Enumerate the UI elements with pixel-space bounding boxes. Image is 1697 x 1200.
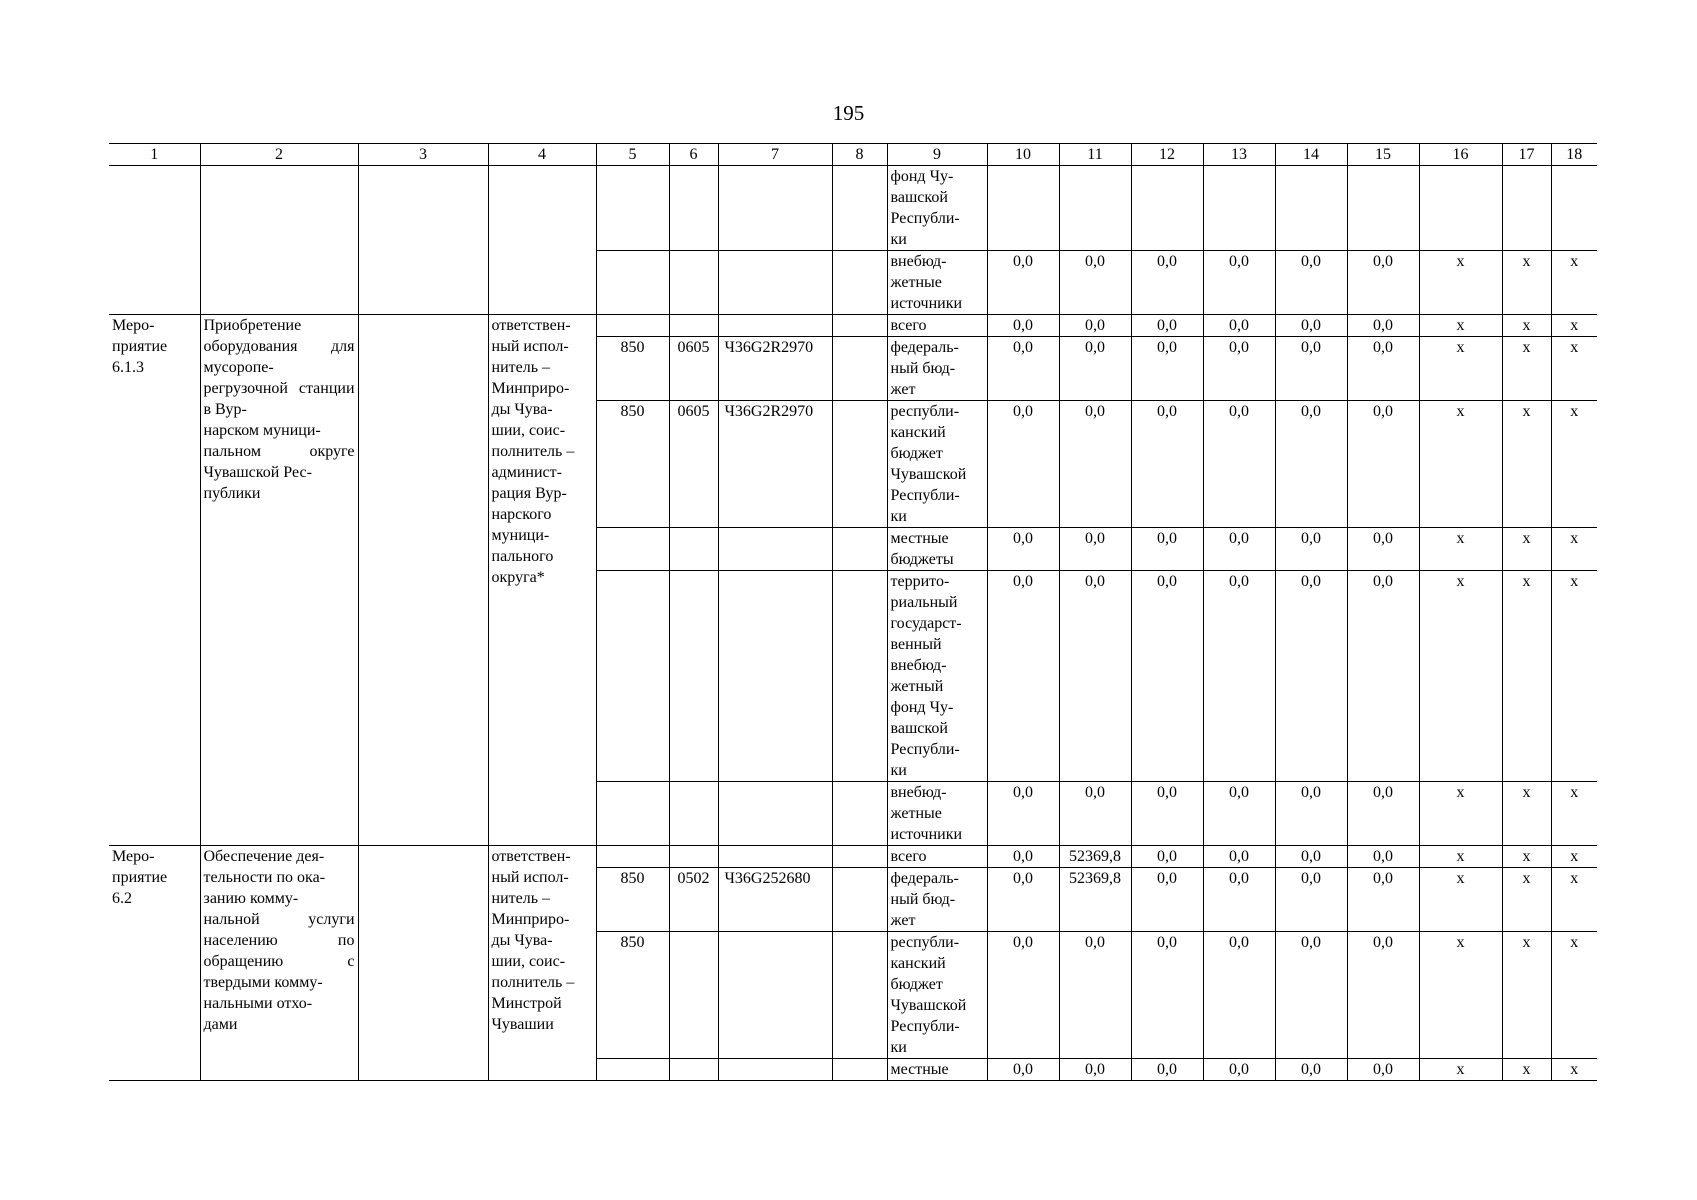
code-cell-col-5 bbox=[596, 1059, 669, 1081]
code-cell-col-6 bbox=[669, 251, 718, 315]
column-header-6: 6 bbox=[669, 144, 718, 166]
value-cell-col-15 bbox=[1347, 166, 1419, 251]
value-cell-col-10: 0,0 bbox=[987, 315, 1059, 337]
value-cell-col-15: 0,0 bbox=[1347, 571, 1419, 782]
value-cell-col-17: x bbox=[1502, 932, 1551, 1059]
code-cell-col-5: 850 bbox=[596, 337, 669, 401]
code-cell-col-7: Ч36G252680 bbox=[718, 868, 832, 932]
column-header-15: 15 bbox=[1347, 144, 1419, 166]
value-cell-col-13: 0,0 bbox=[1203, 337, 1275, 401]
measure-name: Приобретение оборудования для мусоропе- регрузочной станции в Вур- нарском муници- пальном округе Чувашской Рес- публики bbox=[200, 315, 358, 846]
code-cell-col-7: Ч36G2R2970 bbox=[718, 401, 832, 528]
code-cell-col-5 bbox=[596, 571, 669, 782]
measure-name: Обеспечение дея- тельности по ока- занию комму- нальной услуги населению по обращению с твердыми комму- нальными отхо- дами bbox=[200, 846, 358, 1081]
code-cell-col-8 bbox=[832, 315, 887, 337]
code-cell-col-8 bbox=[832, 166, 887, 251]
value-cell-col-12: 0,0 bbox=[1131, 251, 1203, 315]
value-cell-col-11: 0,0 bbox=[1059, 251, 1131, 315]
measure-label: Меро- приятие 6.2 bbox=[109, 846, 200, 1081]
value-cell-col-16: x bbox=[1419, 932, 1502, 1059]
code-cell-col-5: 850 bbox=[596, 868, 669, 932]
column-header-11: 11 bbox=[1059, 144, 1131, 166]
value-cell-col-14: 0,0 bbox=[1275, 782, 1347, 846]
value-cell-col-15: 0,0 bbox=[1347, 251, 1419, 315]
value-cell-col-13: 0,0 bbox=[1203, 401, 1275, 528]
value-cell-col-12: 0,0 bbox=[1131, 1059, 1203, 1081]
code-cell-col-6 bbox=[669, 932, 718, 1059]
header-row bbox=[109, 144, 1597, 166]
column-header-7: 7 bbox=[718, 144, 832, 166]
value-cell-col-11: 0,0 bbox=[1059, 528, 1131, 571]
value-cell-col-11: 0,0 bbox=[1059, 337, 1131, 401]
value-cell-col-18: x bbox=[1551, 846, 1597, 868]
value-cell-col-17: x bbox=[1502, 401, 1551, 528]
value-cell-col-13: 0,0 bbox=[1203, 315, 1275, 337]
code-cell-col-8 bbox=[832, 251, 887, 315]
value-cell-col-18: x bbox=[1551, 251, 1597, 315]
value-cell-col-18: x bbox=[1551, 1059, 1597, 1081]
value-cell-col-13: 0,0 bbox=[1203, 868, 1275, 932]
table-body bbox=[109, 144, 1597, 1081]
value-cell-col-13: 0,0 bbox=[1203, 571, 1275, 782]
value-cell-col-12: 0,0 bbox=[1131, 571, 1203, 782]
code-cell-col-8 bbox=[832, 401, 887, 528]
value-cell-col-15: 0,0 bbox=[1347, 782, 1419, 846]
funding-source: федераль- ный бюд- жет bbox=[887, 337, 987, 401]
funding-source: всего bbox=[887, 846, 987, 868]
budget-table bbox=[109, 143, 1597, 1081]
code-cell-col-5: 850 bbox=[596, 932, 669, 1059]
code-cell-col-8 bbox=[832, 571, 887, 782]
code-cell-col-8 bbox=[832, 932, 887, 1059]
value-cell-col-17: x bbox=[1502, 528, 1551, 571]
code-cell-col-6 bbox=[669, 166, 718, 251]
column-header-9: 9 bbox=[887, 144, 987, 166]
code-cell-col-5 bbox=[596, 528, 669, 571]
code-cell-col-6 bbox=[669, 315, 718, 337]
value-cell-col-14: 0,0 bbox=[1275, 1059, 1347, 1081]
code-cell-col-7 bbox=[718, 1059, 832, 1081]
funding-source: республи- канский бюджет Чувашской Республи- ки bbox=[887, 401, 987, 528]
code-cell-col-5 bbox=[596, 846, 669, 868]
code-cell-col-7 bbox=[718, 846, 832, 868]
code-cell-col-8 bbox=[832, 868, 887, 932]
code-cell-col-5 bbox=[596, 782, 669, 846]
value-cell-col-11 bbox=[1059, 166, 1131, 251]
value-cell-col-13: 0,0 bbox=[1203, 1059, 1275, 1081]
value-cell-col-11: 0,0 bbox=[1059, 401, 1131, 528]
value-cell-col-12: 0,0 bbox=[1131, 401, 1203, 528]
column-header-8: 8 bbox=[832, 144, 887, 166]
value-cell-col-15: 0,0 bbox=[1347, 315, 1419, 337]
column-header-4: 4 bbox=[488, 144, 596, 166]
value-cell-col-17: x bbox=[1502, 251, 1551, 315]
value-cell-col-16: x bbox=[1419, 1059, 1502, 1081]
value-cell-col-16: x bbox=[1419, 782, 1502, 846]
code-cell-col-8 bbox=[832, 528, 887, 571]
code-cell-col-6 bbox=[669, 1059, 718, 1081]
value-cell-col-12: 0,0 bbox=[1131, 315, 1203, 337]
value-cell-col-16: x bbox=[1419, 251, 1502, 315]
code-cell-col-7 bbox=[718, 315, 832, 337]
value-cell-col-12 bbox=[1131, 166, 1203, 251]
code-cell-col-6 bbox=[669, 782, 718, 846]
value-cell-col-18 bbox=[1551, 166, 1597, 251]
value-cell-col-17: x bbox=[1502, 846, 1551, 868]
code-cell-col-6 bbox=[669, 846, 718, 868]
code-cell-col-8 bbox=[832, 782, 887, 846]
value-cell-col-15: 0,0 bbox=[1347, 337, 1419, 401]
value-cell-col-18: x bbox=[1551, 571, 1597, 782]
code-cell-col-6: 0605 bbox=[669, 337, 718, 401]
value-cell-col-16: x bbox=[1419, 315, 1502, 337]
value-cell-col-17 bbox=[1502, 166, 1551, 251]
table-row bbox=[109, 846, 1597, 868]
value-cell-col-10: 0,0 bbox=[987, 251, 1059, 315]
value-cell-col-10: 0,0 bbox=[987, 846, 1059, 868]
cont-col-4 bbox=[488, 166, 596, 315]
code-cell-col-7 bbox=[718, 251, 832, 315]
value-cell-col-18: x bbox=[1551, 528, 1597, 571]
value-cell-col-16: x bbox=[1419, 528, 1502, 571]
value-cell-col-10: 0,0 bbox=[987, 1059, 1059, 1081]
value-cell-col-12: 0,0 bbox=[1131, 782, 1203, 846]
value-cell-col-17: x bbox=[1502, 868, 1551, 932]
value-cell-col-10: 0,0 bbox=[987, 868, 1059, 932]
column-header-16: 16 bbox=[1419, 144, 1502, 166]
value-cell-col-17: x bbox=[1502, 1059, 1551, 1081]
code-cell-col-5 bbox=[596, 166, 669, 251]
value-cell-col-17: x bbox=[1502, 571, 1551, 782]
value-cell-col-16: x bbox=[1419, 337, 1502, 401]
value-cell-col-14: 0,0 bbox=[1275, 401, 1347, 528]
code-cell-col-7 bbox=[718, 166, 832, 251]
table-row bbox=[109, 315, 1597, 337]
measure-label: Меро- приятие 6.1.3 bbox=[109, 315, 200, 846]
column-header-3: 3 bbox=[358, 144, 488, 166]
value-cell-col-10 bbox=[987, 166, 1059, 251]
page-number: 195 bbox=[832, 101, 865, 125]
value-cell-col-15: 0,0 bbox=[1347, 528, 1419, 571]
value-cell-col-14: 0,0 bbox=[1275, 868, 1347, 932]
value-cell-col-14: 0,0 bbox=[1275, 932, 1347, 1059]
code-cell-col-8 bbox=[832, 846, 887, 868]
value-cell-col-11: 0,0 bbox=[1059, 571, 1131, 782]
value-cell-col-16: x bbox=[1419, 868, 1502, 932]
value-cell-col-10: 0,0 bbox=[987, 401, 1059, 528]
funding-source: фонд Чу- вашской Республи- ки bbox=[887, 166, 987, 251]
value-cell-col-16 bbox=[1419, 166, 1502, 251]
value-cell-col-11: 52369,8 bbox=[1059, 868, 1131, 932]
code-cell-col-5 bbox=[596, 315, 669, 337]
value-cell-col-13 bbox=[1203, 166, 1275, 251]
value-cell-col-14: 0,0 bbox=[1275, 528, 1347, 571]
code-cell-col-6: 0605 bbox=[669, 401, 718, 528]
value-cell-col-11: 52369,8 bbox=[1059, 846, 1131, 868]
value-cell-col-11: 0,0 bbox=[1059, 932, 1131, 1059]
column-header-10: 10 bbox=[987, 144, 1059, 166]
value-cell-col-18: x bbox=[1551, 782, 1597, 846]
value-cell-col-11: 0,0 bbox=[1059, 782, 1131, 846]
code-cell-col-6: 0502 bbox=[669, 868, 718, 932]
code-cell-col-7 bbox=[718, 571, 832, 782]
value-cell-col-10: 0,0 bbox=[987, 571, 1059, 782]
funding-source: федераль- ный бюд- жет bbox=[887, 868, 987, 932]
value-cell-col-18: x bbox=[1551, 337, 1597, 401]
code-cell-col-7 bbox=[718, 932, 832, 1059]
value-cell-col-12: 0,0 bbox=[1131, 337, 1203, 401]
column-header-5: 5 bbox=[596, 144, 669, 166]
value-cell-col-13: 0,0 bbox=[1203, 528, 1275, 571]
value-cell-col-16: x bbox=[1419, 401, 1502, 528]
value-cell-col-16: x bbox=[1419, 846, 1502, 868]
value-cell-col-13: 0,0 bbox=[1203, 782, 1275, 846]
value-cell-col-12: 0,0 bbox=[1131, 528, 1203, 571]
column-header-17: 17 bbox=[1502, 144, 1551, 166]
code-cell-col-6 bbox=[669, 528, 718, 571]
column-header-1: 1 bbox=[109, 144, 200, 166]
column-header-2: 2 bbox=[200, 144, 358, 166]
column-header-14: 14 bbox=[1275, 144, 1347, 166]
value-cell-col-12: 0,0 bbox=[1131, 868, 1203, 932]
code-cell-col-5: 850 bbox=[596, 401, 669, 528]
cont-col-3 bbox=[358, 166, 488, 315]
value-cell-col-14: 0,0 bbox=[1275, 315, 1347, 337]
executor: ответствен- ный испол- нитель – Минприро- ды Чува- шии, соис- полнитель – Минстрой Чувашии bbox=[488, 846, 596, 1081]
table-row bbox=[109, 166, 1597, 251]
funding-source: местные бюджеты bbox=[887, 528, 987, 571]
value-cell-col-10: 0,0 bbox=[987, 337, 1059, 401]
value-cell-col-18: x bbox=[1551, 932, 1597, 1059]
value-cell-col-13: 0,0 bbox=[1203, 932, 1275, 1059]
value-cell-col-12: 0,0 bbox=[1131, 932, 1203, 1059]
code-cell-col-7 bbox=[718, 528, 832, 571]
value-cell-col-12: 0,0 bbox=[1131, 846, 1203, 868]
value-cell-col-14: 0,0 bbox=[1275, 571, 1347, 782]
value-cell-col-13: 0,0 bbox=[1203, 251, 1275, 315]
code-cell-col-8 bbox=[832, 337, 887, 401]
responsible-empty bbox=[358, 846, 488, 1081]
value-cell-col-10: 0,0 bbox=[987, 932, 1059, 1059]
funding-source: внебюд- жетные источники bbox=[887, 251, 987, 315]
value-cell-col-14: 0,0 bbox=[1275, 251, 1347, 315]
code-cell-col-7: Ч36G2R2970 bbox=[718, 337, 832, 401]
value-cell-col-16: x bbox=[1419, 571, 1502, 782]
code-cell-col-7 bbox=[718, 782, 832, 846]
column-header-12: 12 bbox=[1131, 144, 1203, 166]
code-cell-col-5 bbox=[596, 251, 669, 315]
value-cell-col-10: 0,0 bbox=[987, 528, 1059, 571]
value-cell-col-11: 0,0 bbox=[1059, 315, 1131, 337]
value-cell-col-10: 0,0 bbox=[987, 782, 1059, 846]
value-cell-col-14: 0,0 bbox=[1275, 337, 1347, 401]
funding-source: внебюд- жетные источники bbox=[887, 782, 987, 846]
value-cell-col-15: 0,0 bbox=[1347, 1059, 1419, 1081]
column-header-18: 18 bbox=[1551, 144, 1597, 166]
value-cell-col-15: 0,0 bbox=[1347, 401, 1419, 528]
value-cell-col-11: 0,0 bbox=[1059, 1059, 1131, 1081]
value-cell-col-18: x bbox=[1551, 315, 1597, 337]
value-cell-col-14: 0,0 bbox=[1275, 846, 1347, 868]
executor: ответствен- ный испол- нитель – Минприро- ды Чува- шии, соис- полнитель – админист- рация Вур- нарского муници- пального округа* bbox=[488, 315, 596, 846]
value-cell-col-13: 0,0 bbox=[1203, 846, 1275, 868]
value-cell-col-18: x bbox=[1551, 868, 1597, 932]
column-header-13: 13 bbox=[1203, 144, 1275, 166]
value-cell-col-18: x bbox=[1551, 401, 1597, 528]
cont-col-2 bbox=[200, 166, 358, 315]
code-cell-col-6 bbox=[669, 571, 718, 782]
funding-source: всего bbox=[887, 315, 987, 337]
value-cell-col-17: x bbox=[1502, 337, 1551, 401]
value-cell-col-15: 0,0 bbox=[1347, 868, 1419, 932]
value-cell-col-15: 0,0 bbox=[1347, 846, 1419, 868]
value-cell-col-15: 0,0 bbox=[1347, 932, 1419, 1059]
funding-source: местные bbox=[887, 1059, 987, 1081]
value-cell-col-17: x bbox=[1502, 782, 1551, 846]
responsible-empty bbox=[358, 315, 488, 846]
funding-source: террито- риальный государст- венный внебюд- жетный фонд Чу- вашской Республи- ки bbox=[887, 571, 987, 782]
funding-source: республи- канский бюджет Чувашской Республи- ки bbox=[887, 932, 987, 1059]
value-cell-col-14 bbox=[1275, 166, 1347, 251]
cont-col-1 bbox=[109, 166, 200, 315]
code-cell-col-8 bbox=[832, 1059, 887, 1081]
value-cell-col-17: x bbox=[1502, 315, 1551, 337]
